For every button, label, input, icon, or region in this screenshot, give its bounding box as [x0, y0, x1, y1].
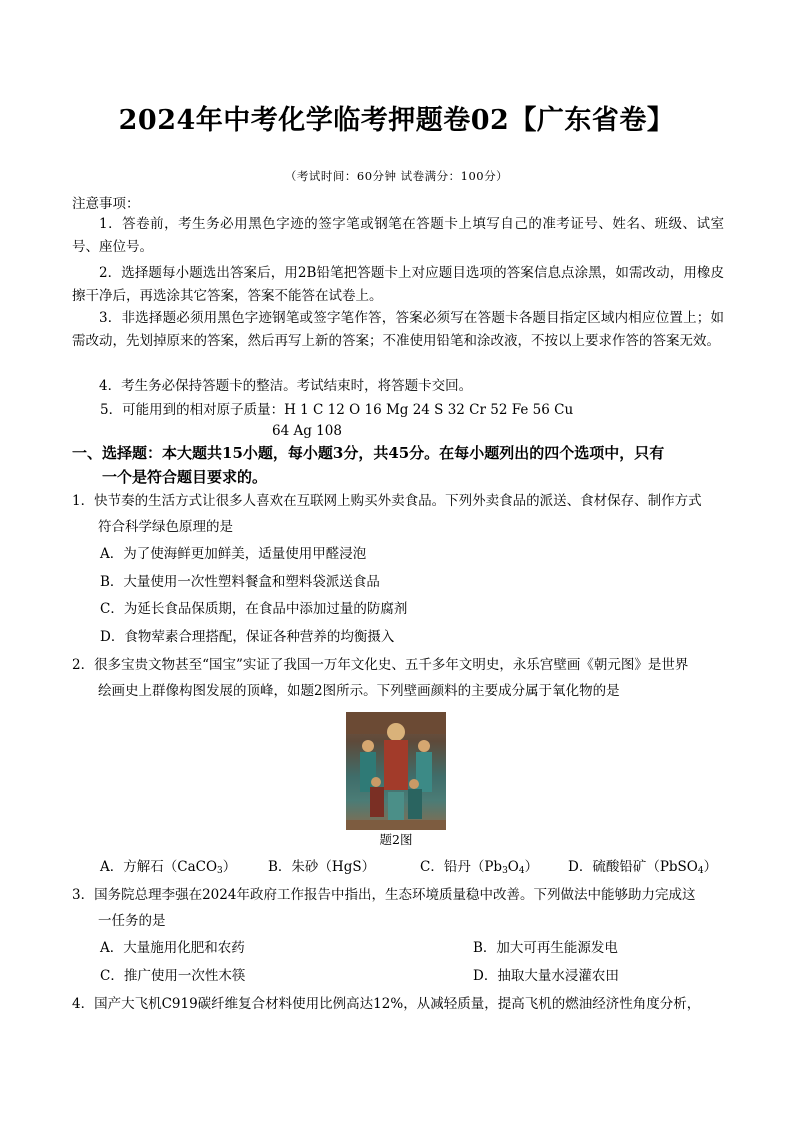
question-2-option-c: C．铅丹$(Pb_3O_4)$: [420, 859, 539, 876]
question-1-stem: [72, 488, 724, 540]
note-item-4: 4．考生务必保持答题卡的整洁。考试结束时，将答题卡交回。: [99, 378, 473, 394]
atomic-masses-line1: 5．可能用到的相对原子质量：H 1 C 12 O 16 Mg 24 S 32 Cr 52 Fe 56 Cu: [100, 402, 574, 418]
note-item-2: 2．选择题每小题选出答案后，用2B铅笔把答题卡上对应题目选项的答案信息点涂黑，如需改动，用橡皮擦干净后，再选涂其它答案，答案不能答在试卷上。: [72, 265, 724, 304]
question-2-option-d: D．硫酸铅矿（PbSO$_4$）: [568, 859, 718, 876]
question-2-option-a: A．方解石（CaCO$_3$）: [100, 859, 237, 876]
question-1-option-d: D．食物荤素合理搭配，保证各种营养的均衡摄入: [100, 629, 395, 645]
question-3-line2: 一任务的是: [98, 913, 166, 929]
question-4-line1: 4．国产大飞机C919碳纤维复合材料使用比例高达12%，从减轻质量，提高飞机的燃油经济性角度分析，: [72, 996, 701, 1012]
question-1-line2: 符合科学绿色原理的是: [98, 519, 233, 535]
question-3-option-a: A．大量施用化肥和农药: [100, 940, 245, 956]
question-1-option-a: A．为了使海鲜更加鲜美，适量使用甲醛浸泡: [100, 546, 367, 562]
question-3-option-d: D．抽取大量水浸灌农田: [473, 968, 619, 984]
question-3-line1: 3．国务院总理李强在2024年政府工作报告中指出，生态环境质量稳中改善。下列做法中能够助力完成这: [72, 887, 696, 903]
question-1-option-c: C．为延长食品保质期，在食品中添加过量的防腐剂: [100, 601, 408, 617]
question-3-option-c: C．推广使用一次性木筷: [100, 968, 246, 984]
mural-image: [346, 712, 446, 830]
question-2-option-b: B．朱砂（HgS）: [268, 859, 376, 875]
atomic-masses: [100, 400, 725, 442]
question-2-line1: 2．很多宝贵文物甚至“国宝”实证了我国一万年文化史、五千多年文明史，永乐宫壁画《朝元图》是世界: [72, 657, 689, 673]
note-item-3: 3．非选择题必须用黑色字迹钢笔或签字笔作答，答案必须写在答题卡各题目指定区域内相应位置上；如需改动，先划掉原来的答案，然后再写上新的答案；不准使用铅笔和涂改液，不按以上要求作答的答案无效。: [72, 310, 724, 349]
question-3-stem: [72, 882, 724, 934]
atomic-masses-line2: 64 Ag 108: [272, 423, 342, 439]
mural-figures-icon: [346, 712, 446, 830]
question-4-stem: [72, 991, 724, 1017]
section-heading: [72, 441, 727, 489]
exam-title: 2024年中考化学临考押题卷02【广东省卷】: [118, 105, 675, 136]
section-heading-line1: 一、选择题：本大题共15小题，每小题3分，共45分。在每小题列出的四个选项中，只有: [72, 444, 665, 462]
question-3-option-b: B．加大可再生能源发电: [473, 940, 618, 956]
figure-caption: 题2图: [379, 832, 413, 847]
question-2-stem: [72, 652, 724, 704]
note-item-1: 1．答卷前，考生务必用黑色字迹的签字笔或钢笔在答题卡上填写自己的准考证号、姓名、班级、试室号、座位号。: [72, 216, 724, 255]
question-2-line2: 绘画史上群像构图发展的顶峰，如题2图所示。下列壁画颜料的主要成分属于氧化物的是: [98, 683, 620, 699]
question-1-option-b: B．大量使用一次性塑料餐盒和塑料袋派送食品: [100, 574, 380, 590]
exam-subtitle: （考试时间：60分钟 试卷满分：100分）: [284, 169, 509, 183]
notes-heading: 注意事项：: [72, 196, 140, 212]
section-heading-line2: 一个是符合题目要求的。: [102, 468, 268, 486]
question-1-line1: 1．快节奏的生活方式让很多人喜欢在互联网上购买外卖食品。下列外卖食品的派送、食材保存、制作方式: [72, 493, 702, 509]
